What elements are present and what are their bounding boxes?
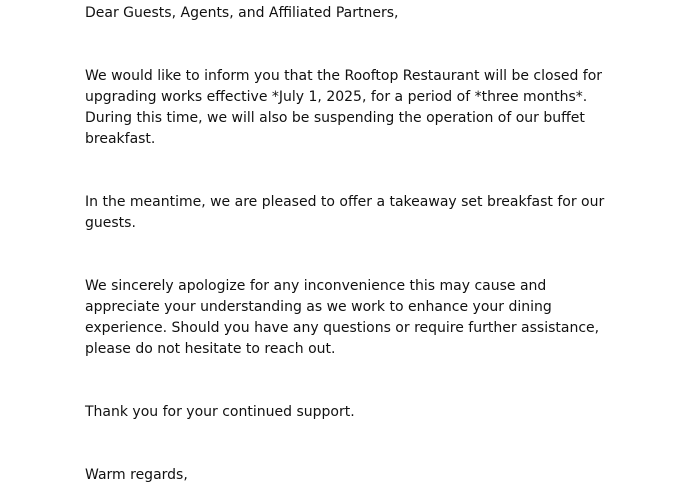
closure-notice-paragraph: We would like to inform you that the Rooftop Restaurant will be closed for upgrading works effective *July 1, 2025, for a period of *three months*. During this time, we will also be suspending the operation of our buffet breakfast. <box>85 68 603 147</box>
thank-you-line: Thank you for your continued support. <box>85 404 355 420</box>
takeaway-breakfast-paragraph: In the meantime, we are pleased to offer a takeaway set breakfast for our guests. <box>85 194 605 231</box>
apology-paragraph: We sincerely apologize for any inconvenience this may cause and appreciate your understanding as we work to enhance your dining experience. Should you have any questions or require further assistance, please do not hesitate to reach out. <box>85 278 600 357</box>
closing-line: Warm regards, <box>85 467 188 483</box>
salutation: Dear Guests, Agents, and Affiliated Partners, <box>85 5 399 21</box>
